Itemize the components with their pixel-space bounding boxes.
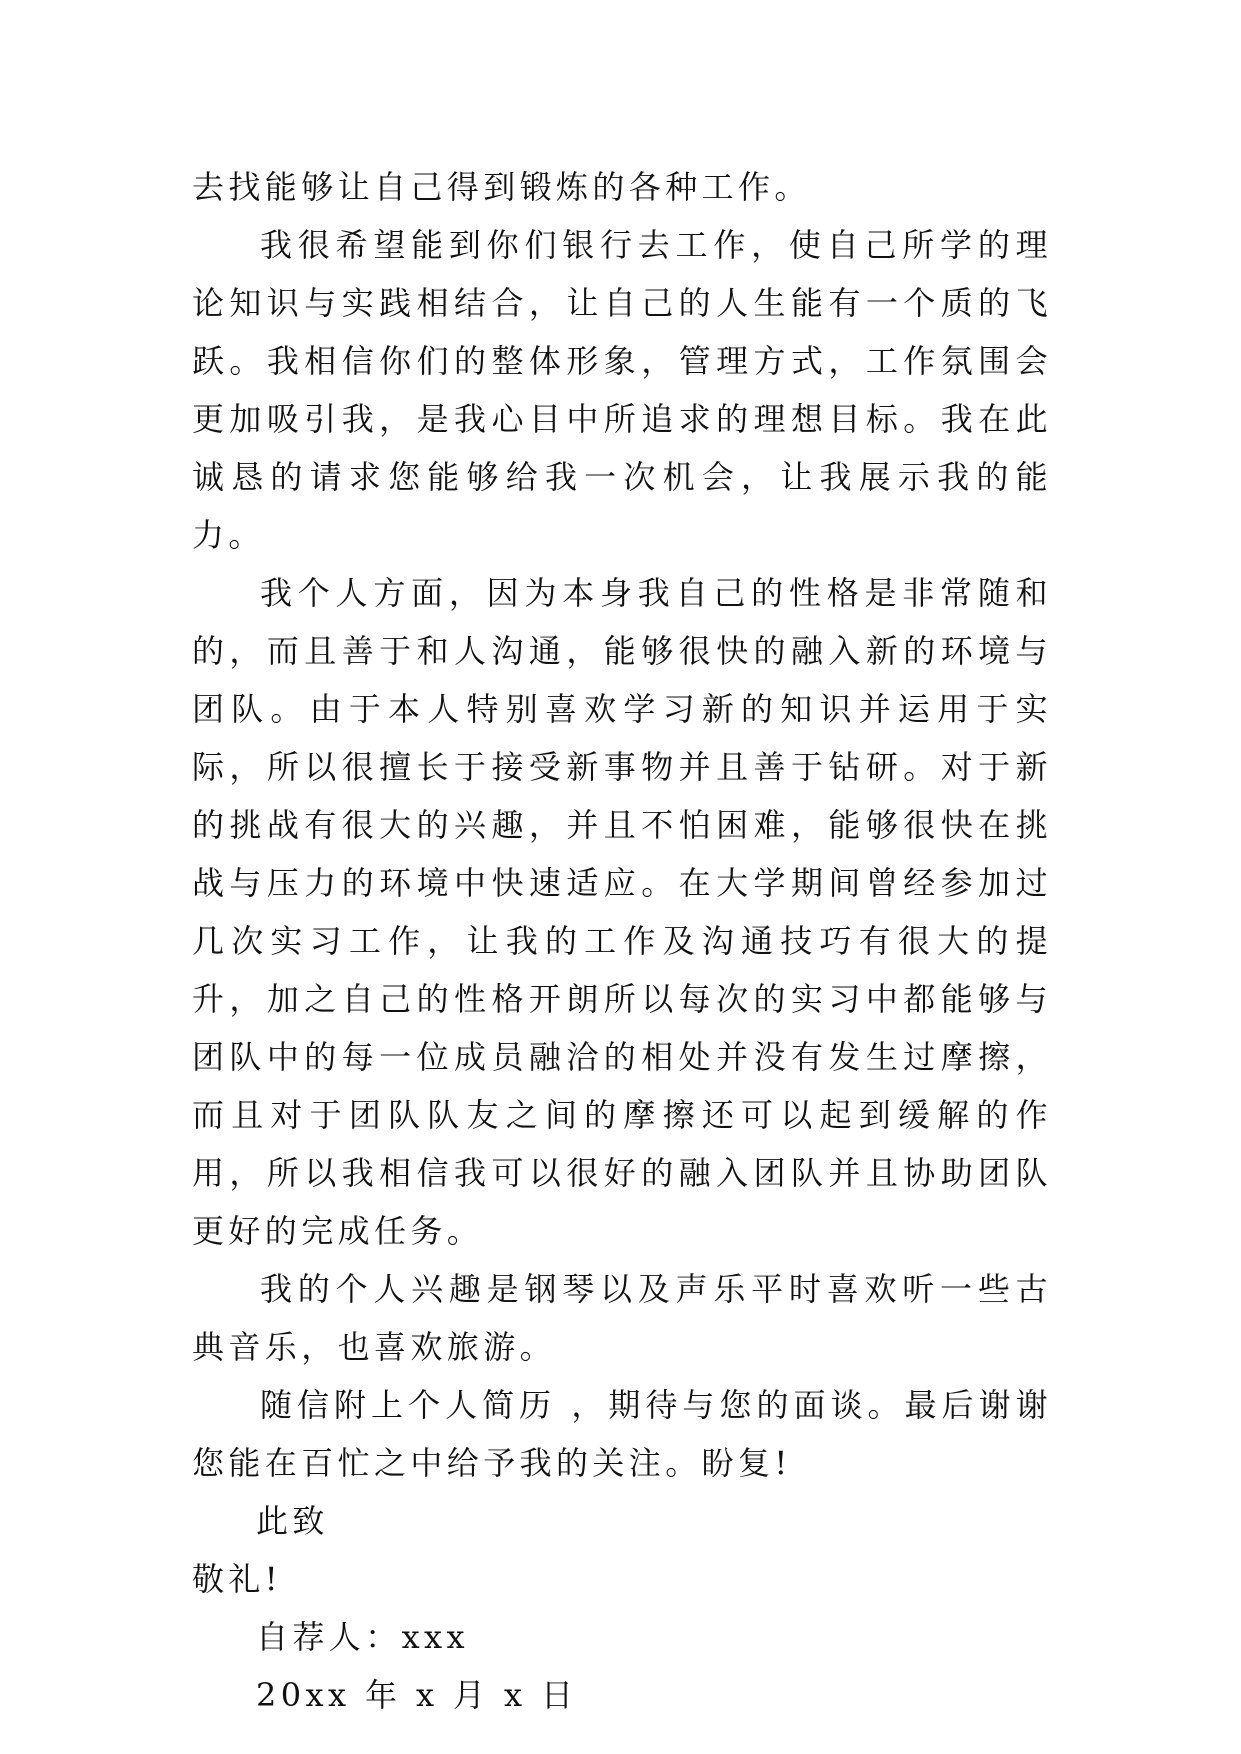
closing-phrase: 此致 xyxy=(256,1502,329,1540)
signature-line: 自荐人：xxx xyxy=(256,1618,469,1656)
paragraph-personality: 我个人方面，因为本身我自己的性格是非常随和的，而且善于和人沟通，能够很快的融入新的环境与团队。由于本人特别喜欢学习新的知识并运用于实际，所以很擅长于接受新事物并且善于钻研。对于新的挑战有很大的兴趣，并且不怕困难，能够很快在挑战与压力的环境中快速适应。在大学期间曾经参加过几次实习工作，让我的工作及沟通技巧有很大的提升，加之自己的性格开朗所以每次的实习中都能够与团队中的每一位成员融洽的相处并没有发生过摩擦，而且对于团队队友之间的摩擦还可以起到缓解的作用，所以我相信我可以很好的融入团队并且协助团队更好的完成任务。 xyxy=(192,574,1052,1250)
paragraph-bank-intent: 我很希望能到你们银行去工作，使自己所学的理论知识与实践相结合，让自己的人生能有一个质的飞跃。我相信你们的整体形象，管理方式，工作氛围会更加吸引我，是我心目中所追求的理想目标。我在此诚恳的请求您能够给我一次机会，让我展示我的能力。 xyxy=(192,226,1052,554)
paragraph-continuation: 去找能够让自己得到锻炼的各种工作。 xyxy=(192,168,811,206)
paragraph-interests: 我的个人兴趣是钢琴以及声乐平时喜欢听一些古典音乐，也喜欢旅游。 xyxy=(192,1270,1052,1366)
paragraph-resume-attached: 随信附上个人简历 ，期待与您的面谈。最后谢谢您能在百忙之中给予我的关注。盼复! xyxy=(192,1386,1052,1482)
date-line: 20xx 年 x 月 x 日 xyxy=(256,1676,578,1714)
letter-body xyxy=(192,158,1052,1724)
salutation: 敬礼! xyxy=(192,1560,283,1598)
